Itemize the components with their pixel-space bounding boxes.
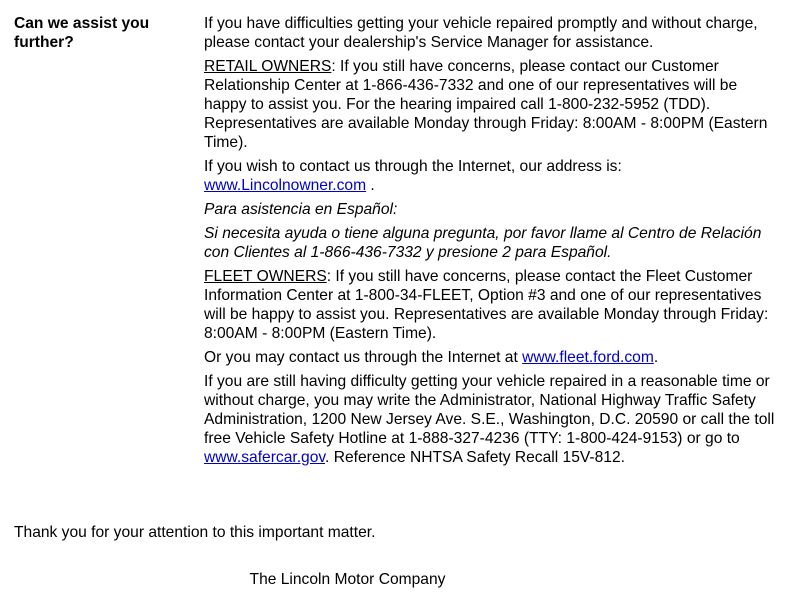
- nhtsa-paragraph: [204, 372, 776, 467]
- internet-text: If you wish to contact us through the Internet, our address is:: [204, 158, 622, 175]
- fleet-internet-after: .: [653, 349, 659, 366]
- internet-after: .: [366, 177, 375, 194]
- section-content: [204, 14, 776, 472]
- fleet-internet-paragraph: [204, 348, 776, 367]
- retail-owners-label: RETAIL OWNERS: [204, 58, 332, 75]
- fleet-owners-label: FLEET OWNERS: [204, 268, 327, 285]
- lincolnowner-link[interactable]: www.Lincolnowner.com: [204, 177, 367, 194]
- intro-paragraph: If you have difficulties getting your vehicle repaired promptly and without charge, please contact your dealership's Service Manager for assistance.: [204, 15, 758, 51]
- spanish-heading: Para asistencia en Español:: [204, 201, 398, 218]
- section-heading: Can we assist you further?: [14, 15, 150, 51]
- signature: The Lincoln Motor Company: [249, 571, 446, 588]
- nhtsa-after: . Reference NHTSA Safety Recall 15V-812.: [325, 449, 625, 466]
- fleet-owners-text: : If you still have concerns, please contact the Fleet Customer Information Center at 1-800-34-FLEET, Option #3 and one of our representatives will be happy to assist you. Representatives are available Monday through Friday: 8:00AM - 8:00PM (Eastern Time).: [204, 268, 769, 342]
- thank-you-line: Thank you for your attention to this important matter.: [14, 524, 376, 541]
- fleet-ford-link[interactable]: www.fleet.ford.com: [522, 349, 654, 366]
- retail-owners-text: : If you still have concerns, please contact our Customer Relationship Center at 1-866-436-7332 and one of our representatives will be happy to assist you. For the hearing impaired call 1-800-232-5952 (TDD). Representatives are available Monday through Friday: 8:00AM - 8:00PM (Eastern Time).: [204, 58, 768, 151]
- retail-owners-paragraph: [204, 57, 776, 152]
- internet-paragraph: [204, 157, 776, 195]
- spanish-paragraph: Si necesita ayuda o tiene alguna pregunta, por favor llame al Centro de Relación con Clientes al 1-866-436-7332 y presione 2 para Español.: [204, 225, 762, 261]
- fleet-owners-paragraph: [204, 267, 776, 343]
- nhtsa-text: If you are still having difficulty getting your vehicle repaired in a reasonable time or without charge, you may write the Administrator, National Highway Traffic Safety Administration, 1200 New Jersey Ave. S.E., Washington, D.C. 20590 or call the toll free Vehicle Safety Hotline at 1-888-327-4236 (TTY: 1-800-424-9153) or go to: [204, 373, 775, 447]
- safercar-link[interactable]: www.safercar.gov: [204, 449, 326, 466]
- fleet-internet-text: Or you may contact us through the Internet at: [204, 349, 523, 366]
